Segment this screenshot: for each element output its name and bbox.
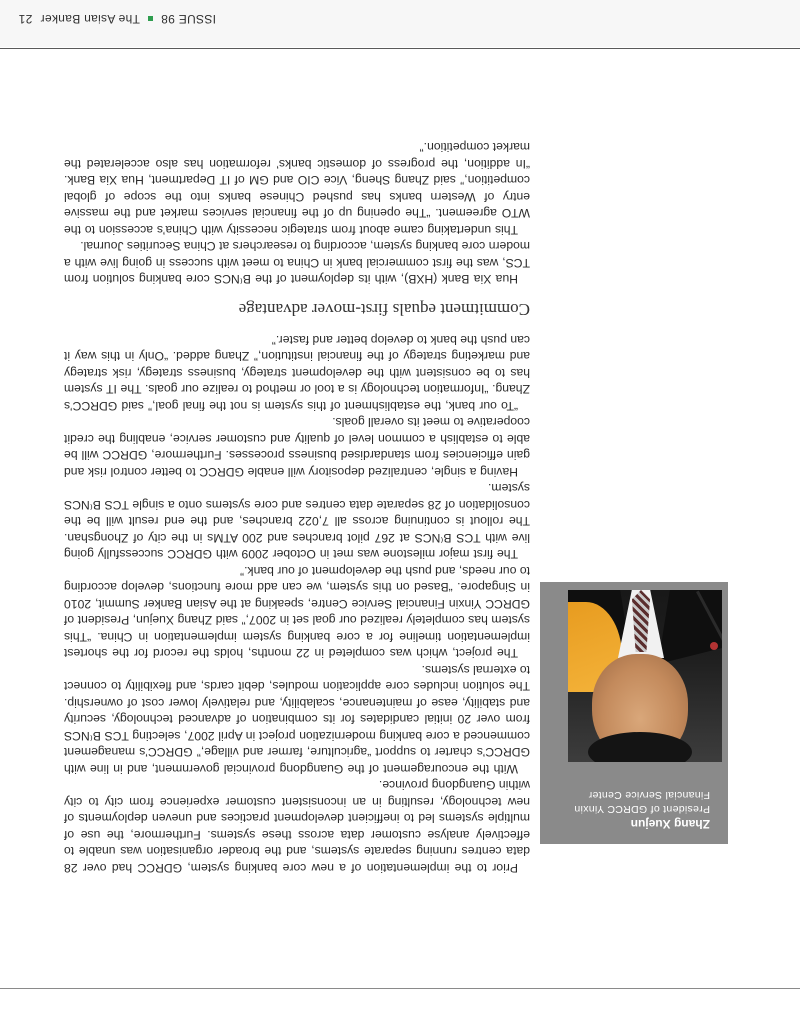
- running-header: [0, 0, 800, 49]
- profile-role-line1: President of GDRCC Yinxin: [574, 803, 710, 815]
- profile-name: Zhang Xuejun: [630, 817, 710, 831]
- running-header-meta: [18, 12, 216, 26]
- separator-square-icon: [148, 17, 153, 22]
- article-paragraph-5: Having a single, centralized depository will enable GDRCC to better control risk and gain efficiencies from standardised business processes. Furthermore, GDRCC will be able to establish a common level of quality and customer service, enabling the credit cooperative to meet its overall goals.: [64, 415, 530, 479]
- publication-name: The Asian Banker: [40, 12, 140, 26]
- issue-label: ISSUE 98: [160, 12, 216, 26]
- article-paragraph-3: The project, which was completed in 22 months, holds the record for the shortest implementation timeline for a core banking system implementation in China. “This system has completely realized our goal set in 2007,” said Zhang Xuejun, President of GDRCC Yinxin Financial Service Centre, speaking at the Asian Banker Summit, 2010 in Singapore. “Based on this system, we can add more functions, develop according to our needs, and push the development of our bank.”: [64, 564, 530, 661]
- article-paragraph-7: Hua Xia Bank (HXB), with its deployment of the B⁽NCS core banking solution from TCS, was the first commercial bank in China to meet with success in going live with a modern core banking system, according to researchers at China Securities Journal.: [64, 239, 530, 287]
- article-paragraph-2: With the encouragement of the Guangdong provincial government, and in line with GDRCC’s charter to support “agriculture, farmer and village,” GDRCC’s management commenced a core banking modernization project in April 2007, selecting TCS B⁽NCS from over 20 initial candidates for its combination of advanced technology, security and stability, ease of maintenance, scalability, and relatively lower cost of ownership. The solution includes core application modules, debit cards, and flexibility to connect to external systems.: [64, 663, 530, 776]
- article-subheading: Commitment equals first-mover advantage: [238, 300, 530, 320]
- top-rule: [0, 988, 800, 989]
- photo-jacket-left: [658, 590, 722, 664]
- profile-role-line2: Financial Service Center: [588, 789, 710, 801]
- article-paragraph-1: Prior to the implementation of a new core banking system, GDRCC had over 28 data centres running separate systems, and the broader organisation was unable to effectively analyse customer data across these systems. Furthermore, the use of multiple systems led to inefficient development practices and uneven deployments of new technology, resulting in an inconsistent customer experience from city to city within Guangdong province.: [64, 778, 530, 875]
- page-number: 21: [18, 12, 33, 26]
- article-paragraph-4: The first major milestone was met in October 2009 with GDRCC successfully going live with TCS B⁽NCS at 267 pilot branches and 200 ATMs in the city of Zhongshan. The rollout is continuing across all 7,022 branches, and the end result will be the consolidation of 28 separate data centres and core systems onto a single TCS B⁽NCS system.: [64, 481, 530, 562]
- article-paragraph-8: This undertaking came about from strategic necessity with China’s accession to the WTO agreement. “The opening up of the financial services market and the massive entry of Western banks has pushed Chinese banks into the scope of global competition,” said Zhang Sheng, Vice CIO and GM of IT Department, Hua Xia Bank. “In addition, the progress of domestic banks’ reformation has also accelerated the market competition.”: [64, 140, 530, 237]
- photo-microphone-tip: [710, 642, 718, 650]
- article-body: [64, 139, 530, 876]
- profile-caption: [540, 762, 728, 844]
- profile-card: [540, 582, 728, 844]
- article-paragraph-6: “To our bank, the establishment of this system is not the final goal,” said GDRCC’s Zhang. “Information technology is a tool or method to realize our goals. The IT system has to be consistent with the development strategy, business strategy, risk strategy and marketing strategy of the financial institution,” Zhang added. “Only in this way it can push the bank to develop better and faster.”: [64, 333, 530, 413]
- profile-photo: [568, 590, 722, 762]
